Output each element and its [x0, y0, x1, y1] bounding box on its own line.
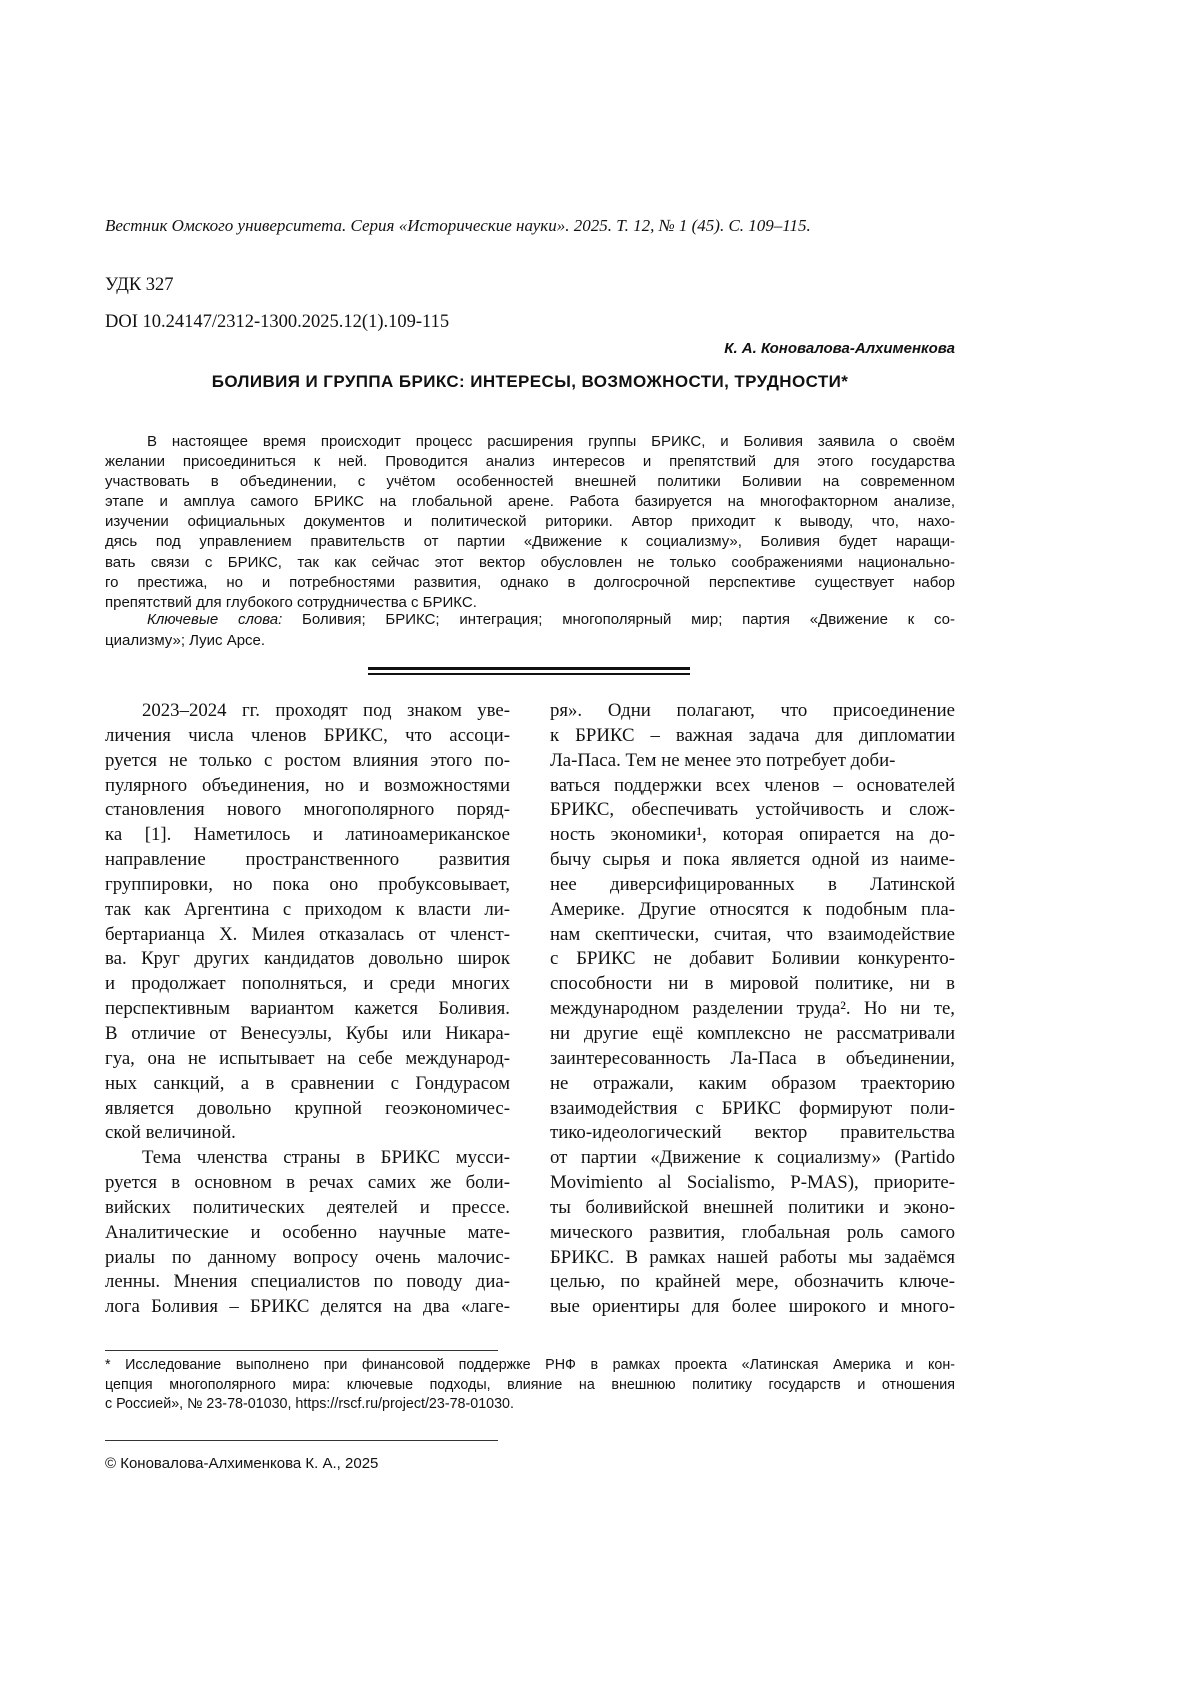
text-line: руется в основном в речах самих же боли-	[105, 1172, 510, 1194]
text-line: нам скептически, считая, что взаимодействие	[550, 923, 955, 945]
text-line: ря». Одни полагают, что присоединение	[550, 700, 955, 721]
keywords-line: циализму»; Луис Арсе.	[105, 632, 266, 649]
text-line: ни другие ещё комплексно не рассматривали	[550, 1022, 955, 1044]
text-line: пулярного объединения, но и возможностями	[105, 774, 510, 796]
text-line: 2023–2024 гг. проходят под знаком уве-	[142, 700, 510, 721]
text-line: Аналитические и особенно научные мате-	[105, 1221, 510, 1243]
text-line: риалы по данному вопросу очень малочис-	[105, 1246, 510, 1268]
text-line: БРИКС, обеспечивать устойчивость и слож-	[550, 799, 955, 821]
text-line: к БРИКС – важная задача для дипломатии	[550, 724, 955, 746]
text-line: желании присоединиться к ней. Проводится анализ интересов и препятствий для этого государства	[105, 453, 955, 471]
section-divider	[368, 667, 690, 675]
text-line: заинтересованность Ла-Паса в объединении,	[550, 1047, 955, 1069]
text-line: * Исследование выполнено при финансовой поддержке РНФ в рамках проекта «Латинская Америка и кон-	[105, 1357, 955, 1373]
text-line: дясь под управлением правительств от партии «Движение к социализму», Боливия будет наращи-	[105, 533, 955, 551]
text-line: ных санкций, а в сравнении с Гондурасом	[105, 1072, 510, 1094]
doi: DOI 10.24147/2312-1300.2025.12(1).109-115	[105, 312, 450, 332]
text-line: ваться поддержки всех членов – основателей	[550, 774, 955, 796]
text-line: является довольно крупной геоэкономичес-	[105, 1097, 510, 1119]
text-line: с БРИКС не добавит Боливии конкуренто-	[550, 948, 955, 970]
text-line: БРИКС. В рамках нашей работы мы задаёмся	[550, 1246, 955, 1268]
text-line: изучении официальных документов и политической риторики. Автор приходит к выводу, что, нахо-	[105, 513, 955, 531]
text-line: личения числа членов БРИКС, что ассоци-	[105, 724, 510, 746]
text-line: направление пространственного развития	[105, 849, 510, 871]
text-line: целью, по крайней мере, обозначить ключе-	[550, 1271, 955, 1293]
text-line: вийских политических деятелей и прессе.	[105, 1196, 510, 1218]
text-line: группировки, но пока оно пробуксовывает,	[105, 873, 510, 895]
abstract	[105, 432, 955, 613]
copyright-rule	[105, 1440, 498, 1441]
text-line: с Россией», № 23-78-01030, https://rscf.ru/project/23-78-01030.	[105, 1396, 514, 1412]
text-line: Америке. Другие относятся к подобным пла-	[550, 898, 955, 920]
text-line: гуа, она не испытывает на себе международ-	[105, 1047, 510, 1069]
text-line: тико-идеологический вектор правительства	[550, 1122, 955, 1144]
text-line: ленны. Мнения специалистов по поводу диа-	[105, 1271, 510, 1293]
text-line: руется не только с ростом влияния этого по-	[105, 749, 510, 771]
text-line: цепция многополярного мира: ключевые подходы, влияние на внешнюю политику государств и отношения	[105, 1376, 955, 1393]
keywords	[105, 609, 955, 651]
text-line: становления нового многополярного поряд-	[105, 799, 510, 821]
body-column-right	[550, 699, 955, 1320]
footnote	[105, 1356, 955, 1415]
text-line: вать связи с БРИКС, так как сейчас этот вектор обусловлен не только соображениями национально-	[105, 553, 955, 571]
text-line: лога Боливия – БРИКС делятся на два «лаге-	[105, 1296, 510, 1318]
footnote-rule	[105, 1350, 498, 1351]
udk-code: УДК 327	[105, 275, 174, 295]
body-column-left	[105, 699, 510, 1320]
keywords-text: Боливия; БРИКС; интеграция; многополярный мир; партия «Движение к со-	[302, 611, 955, 628]
author-name: К. А. Коновалова-Алхименкова	[724, 340, 955, 357]
text-line: международном разделении труда². Но ни те,	[550, 998, 955, 1020]
text-line: не отражали, каким образом траекторию	[550, 1072, 955, 1094]
text-line: мического развития, глобальная роль самого	[550, 1221, 955, 1243]
text-line: взаимодействия с БРИКС формируют поли-	[550, 1097, 955, 1119]
text-line: так как Аргентина с приходом к власти ли-	[105, 898, 510, 920]
text-line: вые ориентиры для более широкого и много-	[550, 1296, 955, 1318]
text-line: ва. Круг других кандидатов довольно широк	[105, 948, 510, 970]
keywords-line	[105, 609, 955, 630]
text-line: препятствий для глубокого сотрудничества с БРИКС.	[105, 593, 477, 611]
text-line: бертарианца Х. Милея отказалась от членст-	[105, 923, 510, 945]
article-title: БОЛИВИЯ И ГРУППА БРИКС: ИНТЕРЕСЫ, ВОЗМОЖНОСТИ, ТРУДНОСТИ*	[211, 372, 849, 391]
text-line: и продолжает пополняться, и среди многих	[105, 973, 510, 995]
copyright: © Коновалова-Алхименкова К. А., 2025	[105, 1455, 379, 1472]
text-line: го престижа, но и потребностями развития, однако в долгосрочной перспективе существует набор	[105, 573, 955, 591]
text-line: участвовать в объединении, с учётом особенностей внешней политики Боливии на современном	[105, 473, 955, 491]
text-line: Ла-Паса. Тем не менее это потребует доби-	[550, 749, 896, 771]
text-line: ской величиной.	[105, 1122, 236, 1144]
text-line: В отличие от Венесуэлы, Кубы или Никара-	[105, 1022, 510, 1044]
text-line: Movimiento al Socialismo, P-MAS), приорите-	[550, 1172, 955, 1194]
text-line: ты боливийской внешней политики и эконо-	[550, 1196, 955, 1218]
text-line: Тема членства страны в БРИКС мусси-	[142, 1147, 510, 1169]
text-line: нее диверсифицированных в Латинской	[550, 873, 955, 895]
text-line: перспективным вариантом кажется Боливия.	[105, 998, 510, 1020]
text-line: ка [1]. Наметилось и латиноамериканское	[105, 824, 510, 846]
text-line: этапе и амплуа самого БРИКС на глобальной арене. Работа базируется на многофакторном анализе,	[105, 493, 955, 511]
text-line: ность экономики¹, которая опирается на до-	[550, 824, 955, 846]
text-line: бычу сырья и пока является одной из наиме-	[550, 849, 955, 871]
keywords-label: Ключевые слова:	[147, 611, 283, 628]
text-line: способности ни в мировой политике, ни в	[550, 973, 955, 995]
journal-citation: Вестник Омского университета. Серия «Исторические науки». 2025. Т. 12, № 1 (45). С. 109–115.	[105, 216, 811, 235]
text-line: В настоящее время происходит процесс расширения группы БРИКС, и Боливия заявила о своём	[147, 433, 955, 450]
text-line: от партии «Движение к социализму» (Partido	[550, 1147, 955, 1169]
